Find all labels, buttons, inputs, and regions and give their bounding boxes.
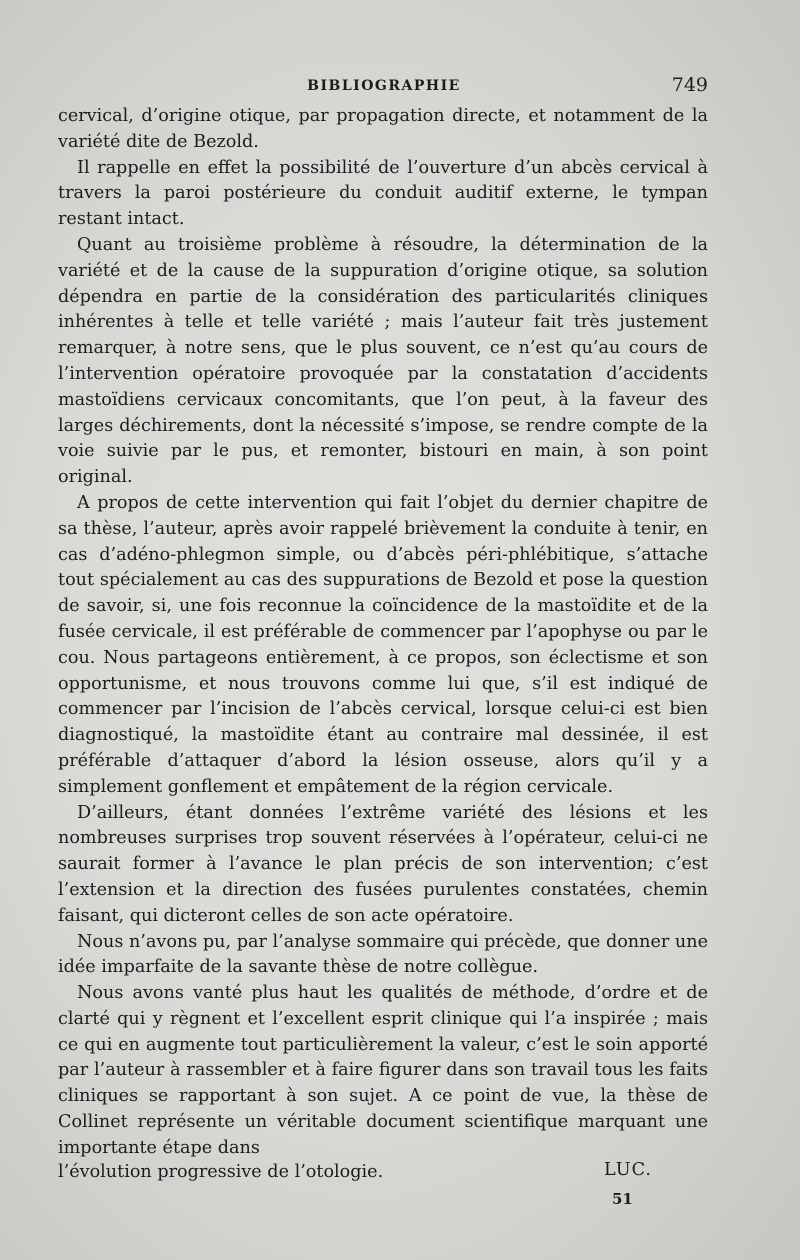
paragraph-7: Nous avons vanté plus haut les qualités de méthode, d’ordre et de clarté qui y règnent et l’excellent esprit clinique qui l’a inspirée ; mais ce qui en augmente tout particulièrement la valeur, c’est le soin apporté par l’auteur à rassembler et à faire figurer dans son travail tous les faits cliniques se rapportant à son sujet. A ce point de vue, la thèse de Collinet représente un véritable document scientifique marquant une importante étape dans: [58, 983, 708, 1158]
last-line: l’évolution progressive de l’otologie.: [58, 1162, 384, 1182]
signature-mark: 51: [612, 1190, 633, 1208]
body-text: [58, 104, 708, 1162]
paragraph-6: Nous n’avons pu, par l’analyse sommaire qui précède, que donner une idée imparfaite de la savante thèse de notre collègue.: [58, 931, 708, 978]
signature: LUC.: [604, 1160, 652, 1180]
page-number: 749: [671, 74, 708, 96]
closing-line: [58, 1160, 708, 1186]
running-head: [60, 74, 708, 100]
paragraph-5: D’ailleurs, étant données l’extrême variété des lésions et les nombreuses surprises trop souvent réservées à l’opérateur, celui-ci ne saurait former à l’avance le plan précis de son intervention; c’est l’extension et la direction des fusées purulentes constatées, chemin faisant, qui dicteront celles de son acte opératoire.: [58, 802, 708, 926]
paragraph-2: Il rappelle en effet la possibilité de l’ouverture d’un abcès cervical à travers la paroi postérieure du conduit auditif externe, le tympan restant intact.: [58, 157, 708, 230]
running-title: BIBLIOGRAPHIE: [307, 78, 461, 94]
paragraph-1: cervical, d’origine otique, par propagation directe, et notamment de la variété dite de Bezold.: [58, 106, 708, 152]
paragraph-3: Quant au troisième problème à résoudre, la détermination de la variété et de la cause de la suppuration d’origine otique, sa solution dépendra en partie de la considération des particularités cliniques inhérentes à telle et telle variété ; mais l’auteur fait très justement remarquer, à notre sens, que le plus souvent, ce n’est qu’au cours de l’intervention opératoire provoquée par la constatation d’accidents mastoïdiens cervicaux concomitants, que l’on peut, à la faveur des larges déchirements, dont la nécessité s’impose, se rendre compte de la voie suivie par le pus, et remonter, bistouri en main, à son point original.: [58, 234, 708, 488]
paragraph-4: A propos de cette intervention qui fait l’objet du dernier chapitre de sa thèse, l’auteur, après avoir rappelé brièvement la conduite à tenir, en cas d’adéno-phlegmon simple, ou d’abcès péri-phlébitique, s’attache tout spécialement au cas des suppurations de Bezold et pose la question de savoir, si, une fois reconnue la coïncidence de la mastoïdite et de la fusée cervicale, il est préférable de commencer par l’apophyse ou par le cou. Nous partageons entièrement, à ce propos, son éclectisme et son opportunisme, et nous trouvons comme lui que, s’il est indiqué de commencer par l’incision de l’abcès cervical, lorsque celui-ci est bien diagnostiqué, la mastoïdite étant au contraire mal dessinée, il est préférable d’attaquer d’abord la lésion osseuse, alors qu’il y a simplement gonflement et empâtement de la région cervicale.: [58, 492, 708, 797]
